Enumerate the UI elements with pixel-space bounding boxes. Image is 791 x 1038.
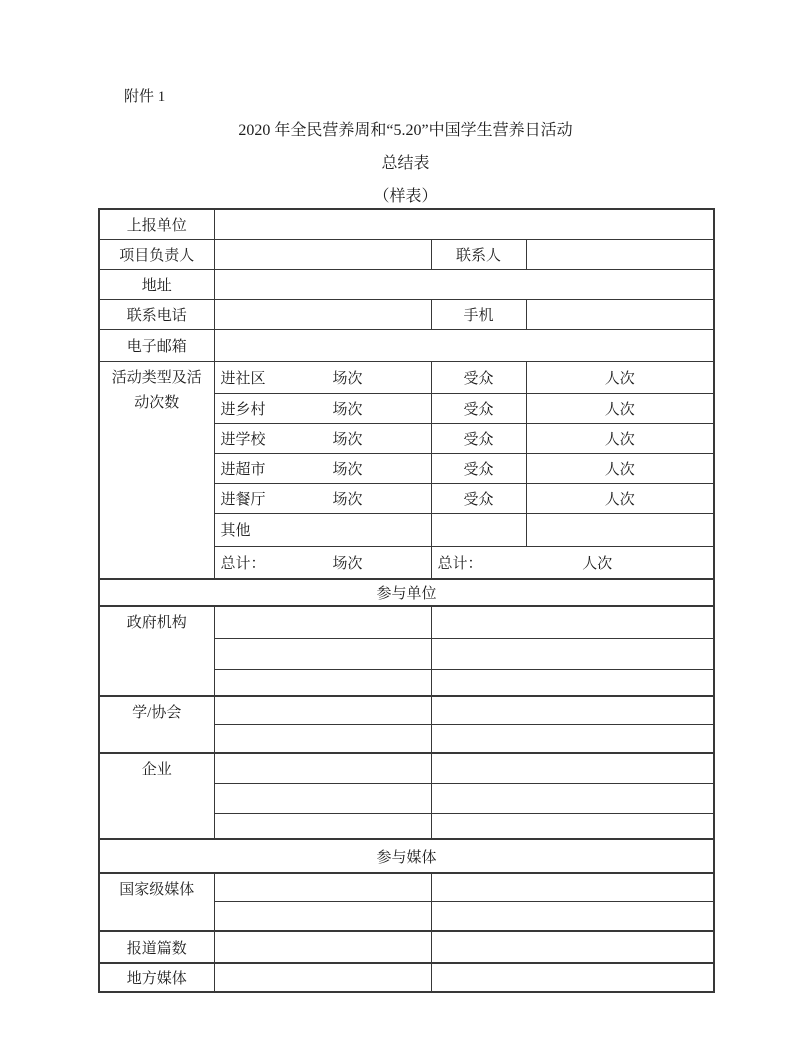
association-label: 学/协会 xyxy=(99,696,214,753)
national-media-field[interactable] xyxy=(214,873,431,901)
activity-section-label-text: 活动类型及活动次数 xyxy=(111,369,202,411)
people-count-cell[interactable]: 人次 xyxy=(526,393,714,423)
audience-label: 受众 xyxy=(431,453,526,483)
sessions-unit-label: 场次 xyxy=(332,555,363,572)
reporting-unit-label: 上报单位 xyxy=(99,209,214,239)
attachment-label: 附件 1 xyxy=(124,89,166,105)
other-audience-field[interactable] xyxy=(431,513,526,546)
audience-label: 受众 xyxy=(431,361,526,393)
enterprise-field[interactable] xyxy=(214,813,431,839)
audience-label: 受众 xyxy=(431,423,526,453)
people-unit-label: 人次 xyxy=(582,555,613,572)
government-org-field[interactable] xyxy=(214,669,431,696)
other-label: 其他 xyxy=(220,523,251,539)
government-org-label: 政府机构 xyxy=(99,606,214,696)
contact-person-label: 联系人 xyxy=(431,239,526,269)
mobile-label: 手机 xyxy=(431,299,526,329)
enterprise-label: 企业 xyxy=(99,753,214,839)
government-org-field[interactable] xyxy=(214,638,431,669)
local-media-label: 地方媒体 xyxy=(99,963,214,992)
total-people-cell[interactable] xyxy=(431,546,714,579)
people-count-cell[interactable]: 人次 xyxy=(526,483,714,513)
mobile-field[interactable] xyxy=(526,299,714,329)
address-label: 地址 xyxy=(99,269,214,299)
activity-type-label: 进餐厅 xyxy=(220,491,266,508)
address-field[interactable] xyxy=(214,269,714,299)
report-count-label: 报道篇数 xyxy=(99,931,214,963)
document-subtitle: 总结表 xyxy=(381,155,430,172)
activity-supermarket-sessions-cell[interactable] xyxy=(214,453,431,483)
government-org-field[interactable] xyxy=(431,669,714,696)
activity-restaurant-sessions-cell[interactable] xyxy=(214,483,431,513)
report-count-field[interactable] xyxy=(214,931,431,963)
activity-community-sessions-cell[interactable] xyxy=(214,361,431,393)
total-sessions-cell[interactable] xyxy=(214,546,431,579)
total-label: 总计： xyxy=(220,555,266,572)
sessions-unit-label: 场次 xyxy=(332,370,363,387)
government-org-field[interactable] xyxy=(431,606,714,638)
enterprise-field[interactable] xyxy=(214,783,431,813)
people-count-cell[interactable]: 人次 xyxy=(526,423,714,453)
participating-media-header: 参与媒体 xyxy=(99,839,714,873)
activity-village-sessions-cell[interactable] xyxy=(214,393,431,423)
national-media-field[interactable] xyxy=(431,901,714,931)
national-media-label: 国家级媒体 xyxy=(99,873,214,931)
project-leader-field[interactable] xyxy=(214,239,431,269)
enterprise-field[interactable] xyxy=(431,813,714,839)
participating-units-header: 参与单位 xyxy=(99,579,714,606)
phone-field[interactable] xyxy=(214,299,431,329)
summary-form-table xyxy=(98,208,715,993)
activity-type-label: 进社区 xyxy=(220,370,266,387)
total-label: 总计： xyxy=(437,555,483,572)
activity-type-label: 进乡村 xyxy=(220,401,266,418)
activity-section-label xyxy=(99,361,214,579)
sample-note: （样表） xyxy=(373,188,438,205)
national-media-field[interactable] xyxy=(214,901,431,931)
activity-school-sessions-cell[interactable] xyxy=(214,423,431,453)
reporting-unit-field[interactable] xyxy=(214,209,714,239)
enterprise-field[interactable] xyxy=(431,783,714,813)
project-leader-label: 项目负责人 xyxy=(99,239,214,269)
association-field[interactable] xyxy=(214,724,431,753)
document-title: 2020 年全民营养周和“5.20”中国学生营养日活动 xyxy=(238,122,573,139)
government-org-field[interactable] xyxy=(431,638,714,669)
activity-type-label: 进超市 xyxy=(220,461,266,478)
sessions-unit-label: 场次 xyxy=(332,461,363,478)
activity-other-cell[interactable] xyxy=(214,513,431,546)
email-field[interactable] xyxy=(214,329,714,361)
association-field[interactable] xyxy=(214,696,431,724)
enterprise-field[interactable] xyxy=(214,753,431,783)
association-field[interactable] xyxy=(431,696,714,724)
audience-label: 受众 xyxy=(431,483,526,513)
contact-person-field[interactable] xyxy=(526,239,714,269)
association-field[interactable] xyxy=(431,724,714,753)
local-media-field[interactable] xyxy=(214,963,431,992)
sessions-unit-label: 场次 xyxy=(332,431,363,448)
other-people-field[interactable] xyxy=(526,513,714,546)
report-count-field[interactable] xyxy=(431,931,714,963)
government-org-field[interactable] xyxy=(214,606,431,638)
email-label: 电子邮箱 xyxy=(99,329,214,361)
national-media-field[interactable] xyxy=(431,873,714,901)
audience-label: 受众 xyxy=(431,393,526,423)
phone-label: 联系电话 xyxy=(99,299,214,329)
enterprise-field[interactable] xyxy=(431,753,714,783)
activity-type-label: 进学校 xyxy=(220,431,266,448)
local-media-field[interactable] xyxy=(431,963,714,992)
sessions-unit-label: 场次 xyxy=(332,491,363,508)
document-title-block xyxy=(98,114,713,213)
people-count-cell[interactable]: 人次 xyxy=(526,361,714,393)
sessions-unit-label: 场次 xyxy=(332,401,363,418)
people-count-cell[interactable]: 人次 xyxy=(526,453,714,483)
